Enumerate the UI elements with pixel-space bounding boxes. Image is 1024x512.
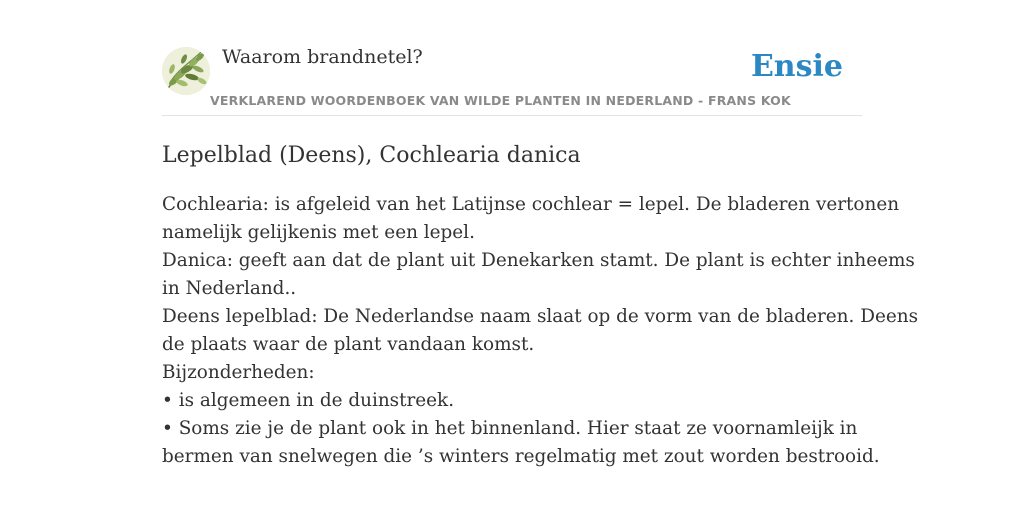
definition-line: namelijk gelijkenis met een lepel. — [162, 222, 475, 243]
source-header — [162, 40, 862, 116]
definition-line: de plaats waar de plant vandaan komst. — [162, 334, 535, 355]
source-title[interactable]: Waarom brandnetel? — [222, 46, 423, 68]
definition-line: • Soms zie je de plant ook in het binnenland. Hier staat ze voornamleijk in — [162, 418, 858, 439]
definition-line: Danica: geeft aan dat de plant uit Denekarken stamt. De plant is echter inheems — [162, 250, 915, 271]
brand-logo[interactable]: Ensie — [750, 49, 843, 84]
definition-line: Bijzonderheden: — [162, 362, 315, 383]
definition-line: Deens lepelblad: De Nederlandse naam slaat op de vorm van de bladeren. Deens — [162, 306, 919, 327]
entry-term: Lepelblad (Deens), Cochlearia danica — [162, 143, 581, 168]
definition-line: in Nederland.. — [162, 278, 297, 299]
source-subtitle[interactable]: VERKLAREND WOORDENBOEK VAN WILDE PLANTEN IN NEDERLAND - FRANS KOK — [210, 93, 791, 108]
plant-leaves-icon[interactable] — [162, 47, 210, 95]
definition-line: bermen van snelwegen die ’s winters regelmatig met zout worden bestrooid. — [162, 446, 880, 467]
definition-line: Cochlearia: is afgeleid van het Latijnse cochlear = lepel. De bladeren vertonen — [162, 194, 900, 215]
entry-card — [162, 40, 919, 471]
definition-line: • is algemeen in de duinstreek. — [162, 390, 455, 411]
entry-definition — [162, 191, 919, 471]
